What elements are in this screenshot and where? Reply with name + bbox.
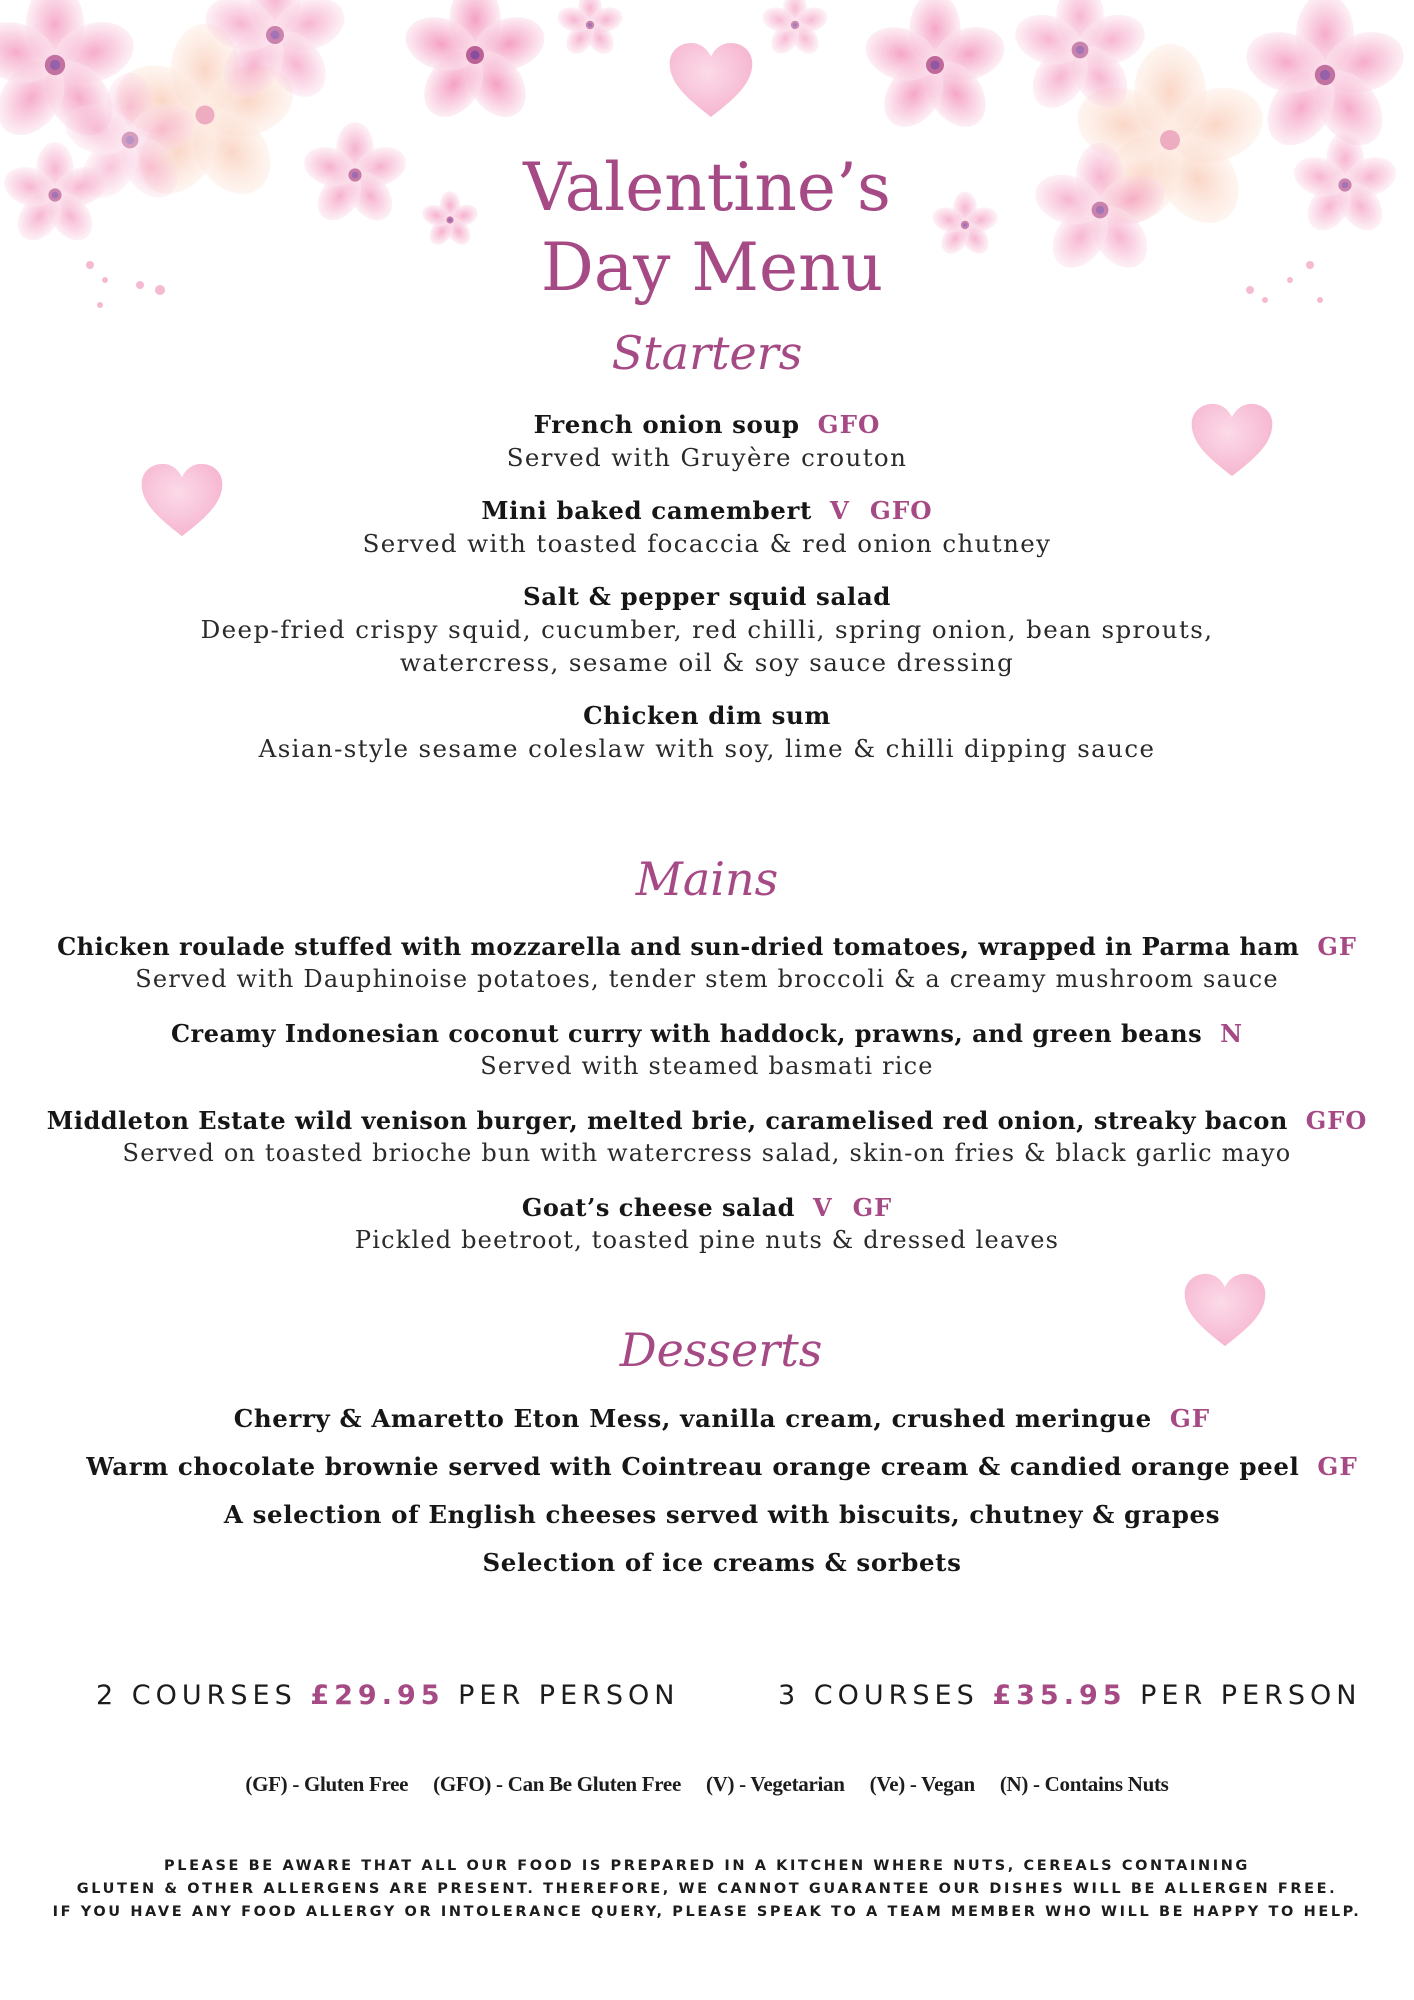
menu-item-name: French onion soup xyxy=(533,410,800,439)
legend-item: (GF) - Gluten Free xyxy=(245,1772,409,1796)
menu-item-description: Served on toasted brioche bun with watercress salad, skin-on fries & black garlic mayo xyxy=(122,1139,1292,1167)
dietary-tag: GFO xyxy=(1305,1106,1368,1135)
page-title xyxy=(0,148,1414,308)
menu-item-description: watercress, sesame oil & soy sauce dressing xyxy=(399,648,1015,677)
price-three-courses xyxy=(778,1680,1362,1711)
price-two-prefix: 2 COURSES xyxy=(96,1680,297,1711)
menu-item-description: Served with toasted focaccia & red onion chutney xyxy=(362,529,1052,558)
dietary-tag: GF xyxy=(1169,1404,1211,1433)
price-three-prefix: 3 COURSES xyxy=(778,1680,979,1711)
allergen-legend xyxy=(0,1772,1414,1797)
dietary-tag: GF xyxy=(1317,1452,1358,1481)
menu-item-name: Warm chocolate brownie served with Cointreau orange cream & candied orange peel xyxy=(86,1452,1300,1481)
menu-item-name-row xyxy=(40,930,1374,963)
menu-item xyxy=(40,580,1374,679)
menu-item-description: Asian-style sesame coleslaw with soy, lime & chilli dipping sauce xyxy=(258,734,1156,763)
menu-item xyxy=(40,930,1374,996)
dietary-tag: V xyxy=(812,1193,833,1222)
menu-item-description: Served with Dauphinoise potatoes, tender stem broccoli & a creamy mushroom sauce xyxy=(135,965,1279,993)
menu-item xyxy=(40,1104,1374,1170)
legend-item: (GFO) - Can Be Gluten Free xyxy=(433,1772,681,1796)
title-line-2: Day Menu xyxy=(540,229,884,306)
menu-item xyxy=(55,1546,1389,1580)
legend-item: (V) - Vegetarian xyxy=(705,1772,845,1796)
menu-item-name: Selection of ice creams & sorbets xyxy=(482,1548,962,1577)
menu-item-description: Served with steamed basmati rice xyxy=(480,1052,934,1080)
menu-item-name: Middleton Estate wild venison burger, melted brie, caramelised red onion, streaky bacon xyxy=(46,1106,1288,1135)
dietary-tag: GFO xyxy=(817,410,881,439)
menu-item-name: Creamy Indonesian coconut curry with haddock, prawns, and green beans xyxy=(170,1019,1203,1048)
menu-item xyxy=(40,1191,1374,1257)
price-three-amount: £35.95 xyxy=(992,1680,1127,1711)
dietary-tag: GF xyxy=(1317,932,1357,961)
menu-item-name: Mini baked camembert xyxy=(481,496,812,525)
menu-item-name-row xyxy=(40,1017,1374,1050)
menu-item-description: Deep-fried crispy squid, cucumber, red chilli, spring onion, bean sprouts, xyxy=(200,615,1214,644)
legend-item: (N) - Contains Nuts xyxy=(999,1772,1169,1796)
desserts-list xyxy=(55,1402,1389,1594)
menu-item xyxy=(40,408,1374,474)
price-two-amount: £29.95 xyxy=(310,1680,445,1711)
menu-item-description: Served with Gruyère crouton xyxy=(506,443,908,472)
menu-item-name: Chicken dim sum xyxy=(583,701,831,730)
menu-item xyxy=(55,1450,1389,1484)
starters-list xyxy=(40,408,1374,785)
price-two-courses xyxy=(96,1680,680,1711)
menu-item xyxy=(55,1498,1389,1532)
menu-item-name-row xyxy=(55,1402,1389,1436)
menu-item-description: Pickled beetroot, toasted pine nuts & dressed leaves xyxy=(354,1226,1060,1254)
menu-item xyxy=(40,494,1374,560)
starters-heading: Starters xyxy=(611,326,803,380)
menu-item-name-row xyxy=(55,1498,1389,1532)
mains-list xyxy=(40,930,1374,1278)
menu-item-name-row xyxy=(40,1104,1374,1137)
dietary-tag: GF xyxy=(852,1193,893,1222)
price-three-suffix: PER PERSON xyxy=(1140,1680,1362,1711)
menu-item-name-row xyxy=(40,494,1374,527)
menu-item-name: A selection of English cheeses served with biscuits, chutney & grapes xyxy=(223,1500,1221,1529)
dietary-tag: N xyxy=(1220,1019,1244,1048)
dietary-tag: V xyxy=(829,496,850,525)
menu-item-name: Cherry & Amaretto Eton Mess, vanilla cream, crushed meringue xyxy=(233,1404,1152,1433)
menu-item-name-row xyxy=(55,1450,1389,1484)
menu-item xyxy=(55,1402,1389,1436)
menu-item xyxy=(40,699,1374,765)
dietary-tag: GFO xyxy=(869,496,933,525)
menu-item-name: Goat’s cheese salad xyxy=(521,1193,795,1222)
title-line-1: Valentine’s xyxy=(523,149,891,226)
menu-item xyxy=(40,1017,1374,1083)
menu-item-name-row xyxy=(55,1546,1389,1580)
notice-line: IF YOU HAVE ANY FOOD ALLERGY OR INTOLERANCE QUERY, PLEASE SPEAK TO A TEAM MEMBER WHO WILL BE HAPPY TO HELP. xyxy=(52,1904,1362,1920)
menu-item-name-row xyxy=(40,408,1374,441)
legend-item: (Ve) - Vegan xyxy=(869,1772,975,1796)
menu-item-name-row xyxy=(40,699,1374,732)
notice-line: GLUTEN & OTHER ALLERGENS ARE PRESENT. THEREFORE, WE CANNOT GUARANTEE OUR DISHES WILL BE ALLERGEN FREE. xyxy=(76,1881,1338,1897)
menu-item-name: Chicken roulade stuffed with mozzarella and sun-dried tomatoes, wrapped in Parma ham xyxy=(57,932,1300,961)
mains-heading: Mains xyxy=(635,852,779,906)
price-two-suffix: PER PERSON xyxy=(458,1680,680,1711)
allergen-notice xyxy=(0,1855,1414,1924)
menu-item-name: Salt & pepper squid salad xyxy=(522,582,892,611)
menu-item-name-row xyxy=(40,580,1374,613)
notice-line: PLEASE BE AWARE THAT ALL OUR FOOD IS PREPARED IN A KITCHEN WHERE NUTS, CEREALS CONTAINING xyxy=(164,1858,1250,1874)
menu-item-name-row xyxy=(40,1191,1374,1224)
desserts-heading: Desserts xyxy=(619,1323,823,1377)
